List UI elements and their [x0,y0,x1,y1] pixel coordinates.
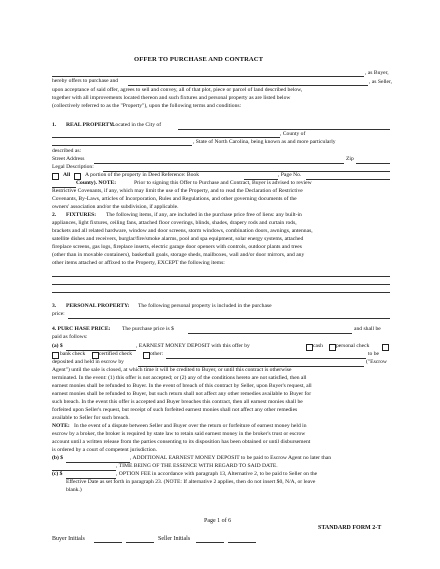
para-a-line-1-main: Agent") until the sale is closed, at which time it will be credited to Buyer, or until this contract is otherw [52,367,286,373]
document-title: OFFER TO PURCHASE AND CONTRACT [134,56,264,63]
section-1-text: Located in the City of [112,122,162,128]
dispute-note-line-3: account until a written release from the parties consenting to its disposition has been obtained or until disbursement [52,439,311,445]
time-essence-text: , TIME BEING OF THE ESSENCE WITH REGARD TO SAID DATE. [116,463,278,469]
fixtures-line-7: other items attached or affixed to the Property, EXCEPT the following items: [52,260,225,266]
para-a-line-1 [52,367,291,374]
all-label: All [63,172,71,178]
intro-line-3: upon acceptance of said offer, agrees to sell and convey, all of that plot, piece or parcel of land described below, [52,87,303,93]
personal-property-line[interactable] [68,318,390,319]
bank-check-checkbox[interactable] [52,352,59,359]
para-a-line-3: earnest monies shall be refunded to Buyer. In the event of breach of this contract by Seller, upon Buyer's request, all [52,383,312,389]
personal-check-box-end[interactable] [382,344,389,351]
buyer-initials-label: Buyer Initials [52,536,85,542]
section-2-number: 2. [52,212,57,218]
note-line-1: Prior to signing this Offer to Purchase and Contract, Buyer is advised to review [134,180,312,186]
county-line[interactable] [52,145,192,146]
city-line-2[interactable] [52,137,280,138]
seller-initials-line-2[interactable] [228,542,256,543]
portion-checkbox[interactable] [74,173,81,180]
fixtures-except-line-1[interactable] [52,276,390,277]
option-fee-line-2: Effective Date as set forth in paragraph 23. (NOTE: If alternative 2 applies, then do not insert $0, N/A, or leave [66,479,316,485]
buyer-initials-line-2[interactable] [126,542,154,543]
county-label: , County of [280,131,306,137]
para-a-line-7: available to Seller for such breach. [52,415,130,421]
county-close-note: County). NOTE: [76,180,117,186]
item-b-label: (b) $ [52,455,64,461]
shall-be-label: and shall be [354,326,381,332]
legal-description-label: Legal Description: [52,164,94,170]
certified-check-checkbox[interactable] [92,352,99,359]
seller-suffix: , as Seller, [369,79,393,85]
additional-deposit-text: , ADDITIONAL EARNEST MONEY DEPOSIT to be paid to Escrow Agent no later than [130,455,332,461]
seller-initials-label: Seller Initials [158,536,191,542]
dispute-note-line-1: In the event of a dispute between Seller and Buyer over the return or forfeiture of earnest money held in [74,423,307,429]
cash-label: cash [313,343,323,349]
standard-form-label: STANDARD FORM 2-T [318,525,382,531]
personal-property-text: The following personal property is included in the purchase [138,303,272,309]
all-checkbox[interactable] [52,173,59,180]
seller-initials-line-1[interactable] [196,542,224,543]
certified-check-label: certified check [99,351,133,357]
note-label: NOTE: [52,423,70,429]
option-fee-line-3: blank.) [66,487,82,493]
section-1-heading: REAL PROPERTY: [66,122,115,128]
zip-line[interactable] [356,163,390,164]
page-no-label: , Page No. [278,172,302,178]
buyer-suffix: , as Buyer, [365,70,389,76]
section-3-heading: PERSONAL PROPERTY: [66,303,130,309]
intro-line-2: hereby offers to purchase and [52,78,119,84]
dispute-note-line-4: is ordered by a court of competent jurisdiction. [52,447,158,453]
section-3-number: 3. [52,303,57,309]
para-a-line-2: terminated. In the event: (1) this offer is not accepted; or (2) any of the conditions hereto are not satisfied, then all [52,375,307,381]
price-label: price: [52,311,65,317]
para-a-line-6: forfeited upon Seller's request, but receipt of such forfeited earnest monies shall not affect any other remedies [52,407,298,413]
personal-check-label: personal check [336,343,370,349]
section-4-heading: 4. PURC HASE PRICE: [52,326,111,332]
street-address-label: Street Address [52,156,85,162]
page-number: Page 1 of 6 [204,518,232,524]
para-a-line-4: earnest monies shall be refunded to Buyer, but such return shall not affect any other remedies available to Buyer for [52,391,312,397]
city-line[interactable] [178,129,390,130]
street-address-line[interactable] [94,163,344,164]
described-label: described as: [52,148,82,154]
note-line-2: Restrictive Covenants, if any, which may limit the use of the Property, and to read the Declaration of Restrictive [52,188,303,194]
fixtures-line-4: satellite dishes and receivers, burglar/fire/smoke alarms, pool and spa equipment, solar energy systems, attached [52,236,304,242]
state-label: , State of North Carolina, being known as and more particularly [193,139,336,145]
purchase-price-line[interactable] [188,333,352,334]
other-line[interactable] [166,358,366,359]
fixtures-line-2: appliances, light fixtures, ceiling fans, attached floor coverings, blinds, shades, drapery rods and curtain rods, [52,220,297,226]
page-no-line[interactable] [306,179,390,180]
seller-name-line[interactable] [128,85,368,86]
intro-line-5: (collectively referred to as the "Property"), upon the following terms and conditions: [52,103,242,109]
section-2-heading: FIXTURES: [66,212,97,218]
note-line-4: owners' association and/or the subdivision, if applicable. [52,204,179,210]
fixtures-line-6: (other than in movable containers), basketball goals, storage sheds, mailboxes, wall and/or door mirrors, and any [52,252,305,258]
other-label: other: [150,351,164,357]
intro-line-4: together with all improvements located thereon and such fixtures and personal property as are listed below [52,95,291,101]
buyer-name-line[interactable] [52,76,364,77]
fixtures-except-line-3[interactable] [52,292,390,293]
note-line-3: Covenants, By-Laws, articles of Incorporation, Rules and Regulations, and other governing documents of the [52,196,297,202]
bank-check-label: bank check [60,351,86,357]
personal-check-checkbox[interactable] [329,344,336,351]
fixtures-line-3: brackets and all related hardware, window and door screens, storm windows, combination doors, awnings, antennas, [52,228,313,234]
escrow-label: ("Escrow [366,359,387,365]
para-a-line-1-end: ise [285,367,292,373]
purchase-price-text: The purchase price is $ [122,326,174,332]
fixtures-line-5: fireplace screens, gas logs, fireplace inserts, electric garage door openers with controls, outdoor plants and trees [52,244,302,250]
section-1-number: 1. [52,122,57,128]
cash-checkbox[interactable] [306,344,313,351]
paid-as-follows: paid as follows: [52,334,88,340]
fixtures-line-1: The following items, if any, are included in the purchase price free of liens: any built-in [106,212,302,218]
portion-label: A portion of the property in Deed Reference: Book [85,172,200,178]
dispute-note-line-2: escrow by a broker, the broker is required by state law to retain said earnest money in the broker's trust or escrow [52,431,306,437]
to-be-label: to be [368,351,380,357]
other-checkbox[interactable] [143,352,150,359]
item-c-label: (c) $ [52,471,63,477]
earnest-money-text: , EARNEST MONEY DEPOSIT with this offer by [136,343,250,349]
deposited-label: deposited and held in escrow by [52,359,124,365]
item-a-label: (a) $ [52,343,63,349]
option-fee-text: , OPTION FEE in accordance with paragraph 13, Alternative 2, to be paid to Seller on the [116,471,318,477]
zip-label: Zip [346,156,354,162]
para-a-line-5: such breach. In the event this offer is accepted and Buyer breaches this contract, then all earnest monies shall be [52,399,303,405]
buyer-initials-line-1[interactable] [94,542,122,543]
fixtures-except-line-2[interactable] [52,284,390,285]
